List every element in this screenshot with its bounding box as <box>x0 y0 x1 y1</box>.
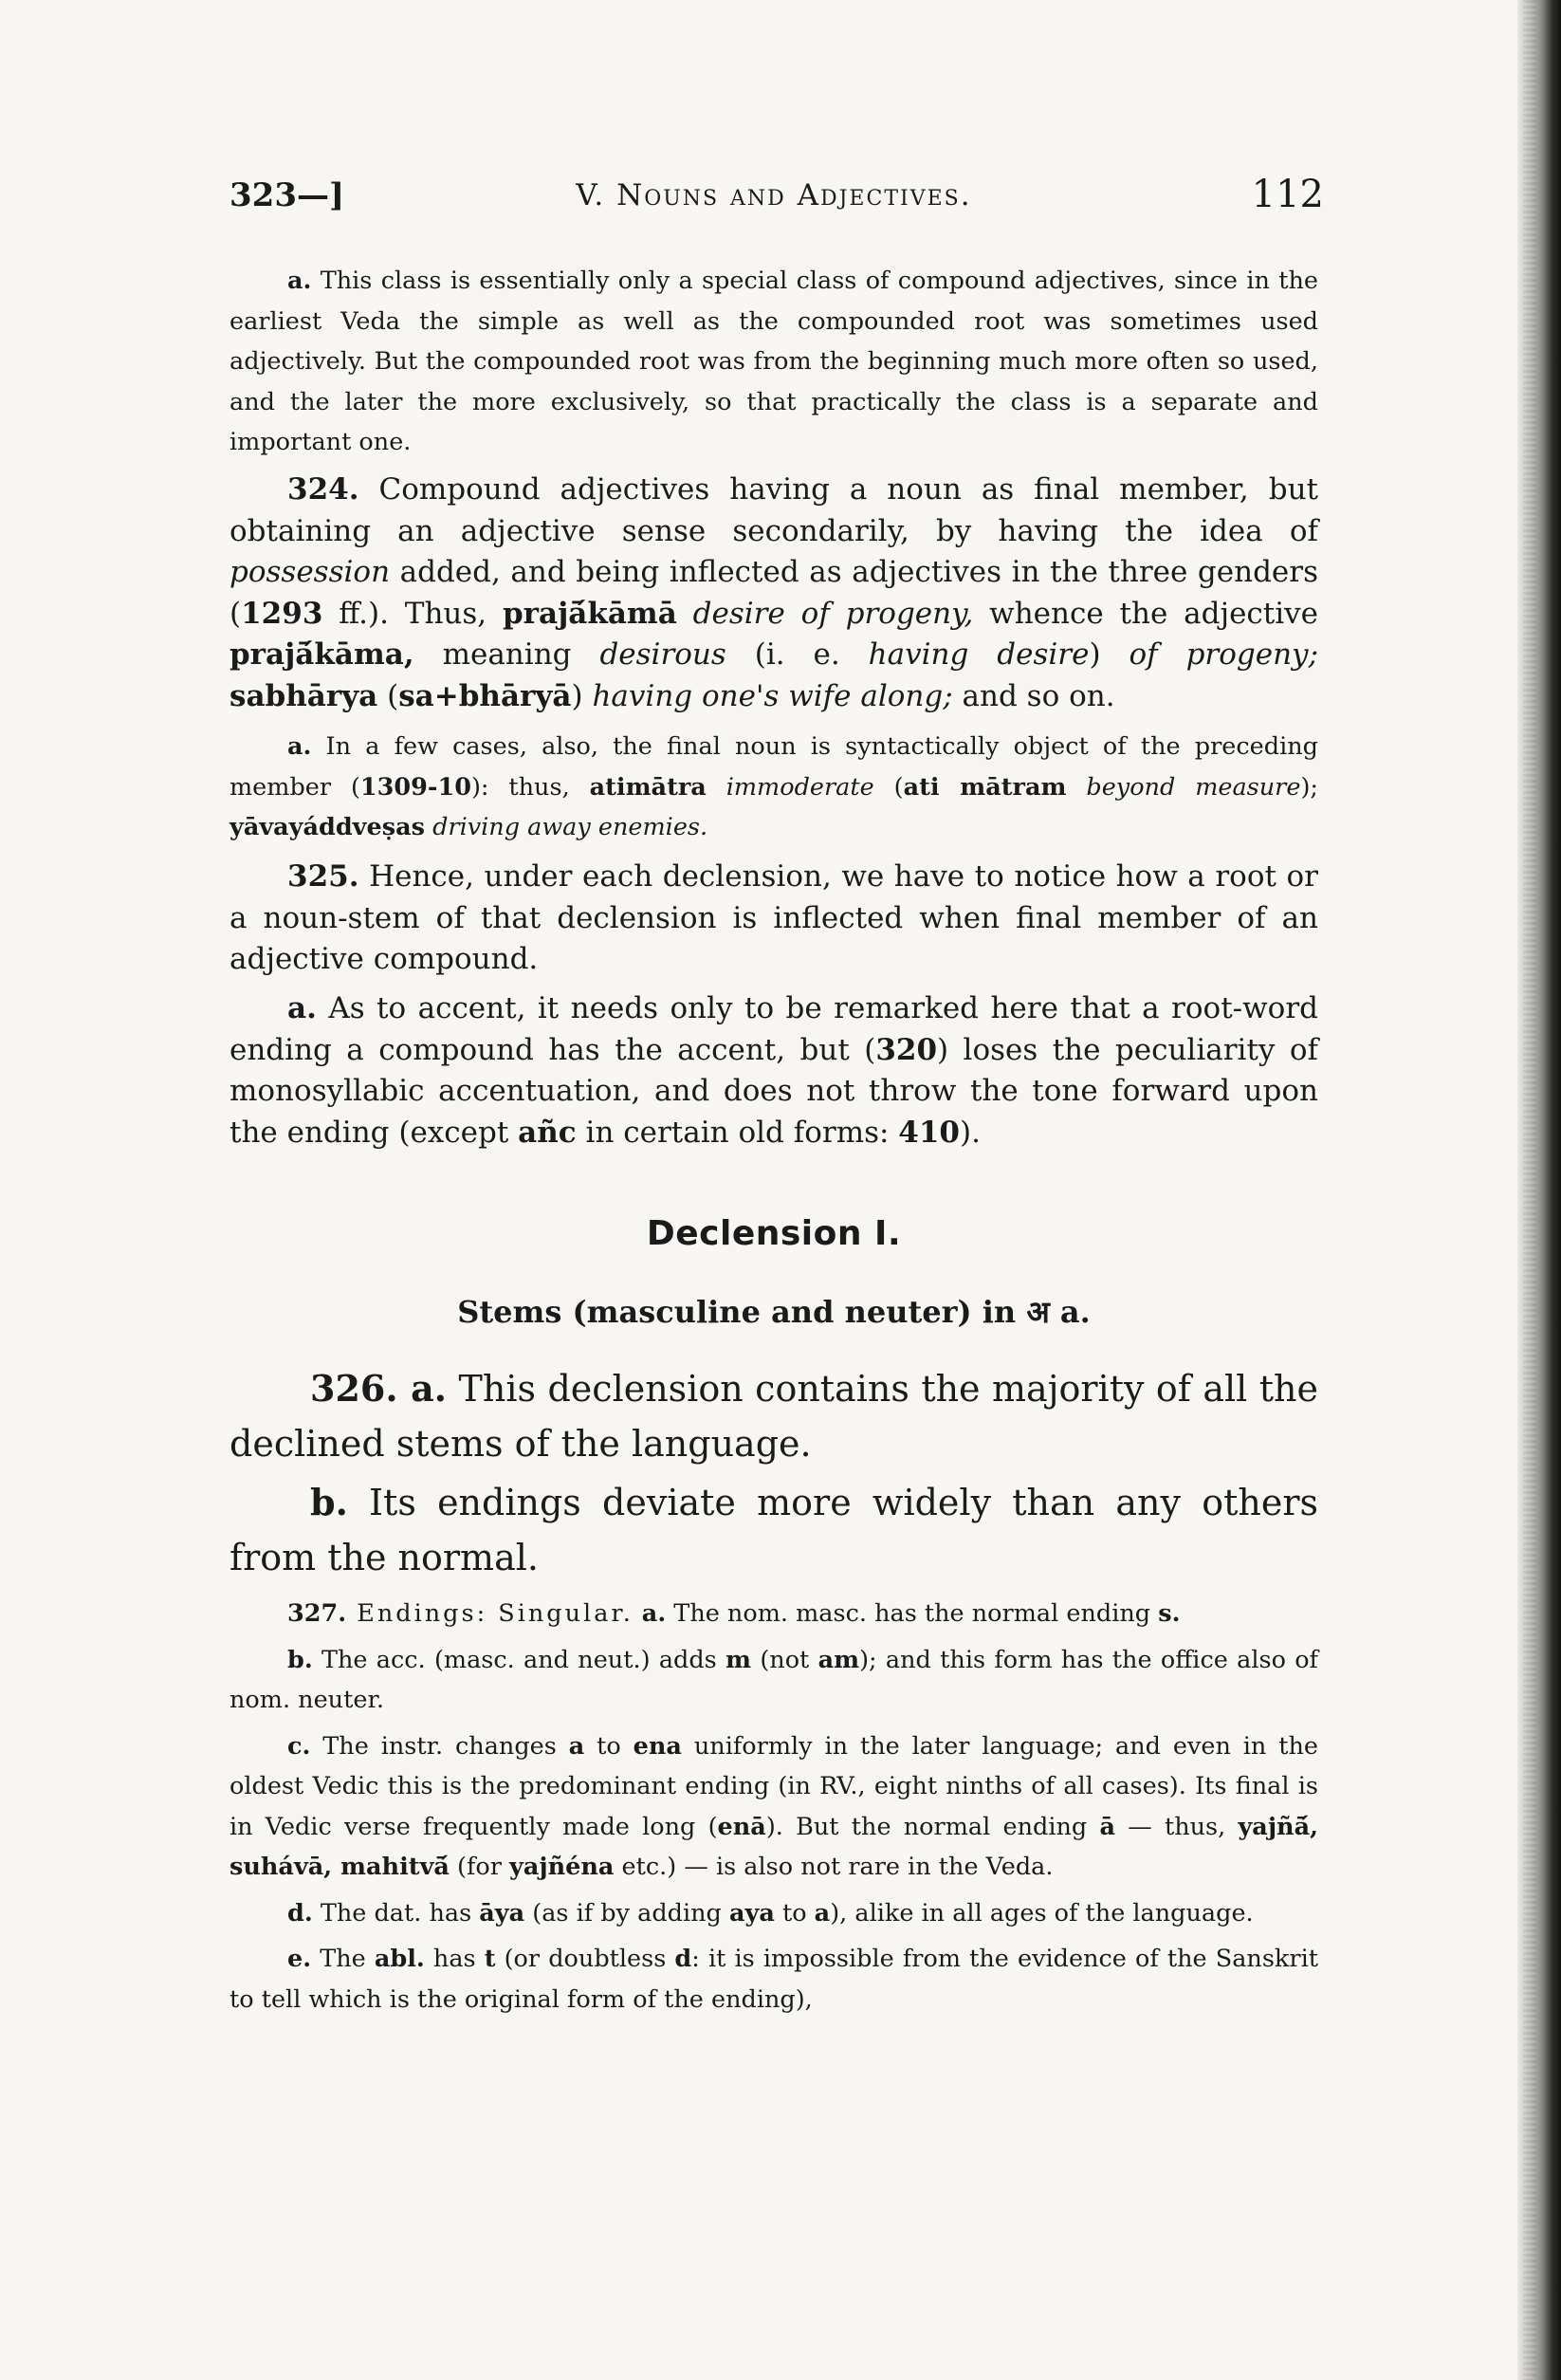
paragraph-325a: a. As to accent, it needs only to be remarked here that a root-word ending a compound has the accent, but (320) loses the peculiarity of monosyllabic accentuation, and does not throw the tone forward upon the ending (except añc in certain old forms: 410). <box>230 991 1318 1150</box>
declension-heading: Declension I. <box>646 1214 902 1253</box>
para-text: This class is essentially only a special class of compound adjectives, since in the earliest Veda the simple as well as the compounded root was sometimes used adjectively. But the compounded root was from the beginning much more often so used, and the later the more exclusively, so that practically the class is a separate and important one. <box>230 267 1318 456</box>
paragraph-327: 327. Endings: Singular. a. The nom. masc. has the normal ending s. b. The acc. (masc. and neut.) adds m (not am); and this form has the office also of nom. neuter. c. The instr. changes a to ena uniformly in the later language; and even in the oldest Vedic this is the predominant ending (in RV., eight ninths of all cases). Its final is in Vedic verse frequently made long (enā). But the normal ending ā — thus, yajñā́, suhávā, mahitvā́ (for yajñéna etc.) — is also not rare in the Veda. d. The dat. has āya (as if by adding aya to a), alike in all ages of the language. e. The abl. has t (or doubtless d: it is impossible from the evidence of the Sanskrit to tell which is the original form of the ending), <box>230 1599 1319 2014</box>
section-number: 327. <box>287 1599 347 1628</box>
para-label: a. <box>287 991 317 1025</box>
para-label: a. <box>287 732 312 761</box>
paragraph-324: 324. Compound adjectives having a noun as final member, but obtaining an adjective sense secondarily, by having the idea of possession added, and being inflected as adjectives in the three genders (1293 ff.). Thus, prajā́kāmā desire of progeny, whence the adjective prajā́kāma, meaning desirous (i. e. having desire) of progeny; sabhārya (sa+bhāryā) having one's wife along; and so on. <box>230 472 1319 713</box>
book-spine-edge <box>1517 0 1561 2380</box>
stems-heading: Stems (masculine and neuter) in अ a. <box>457 1294 1091 1330</box>
para-label: a. <box>287 267 312 295</box>
page-header <box>230 169 1324 226</box>
page-number: 112 <box>1251 173 1324 216</box>
devanagari-letter: अ <box>1026 1294 1050 1330</box>
paragraph-323a <box>230 261 1318 463</box>
paragraph-325: 325. Hence, under each declension, we have to notice how a root or a noun-stem of that declension is inflected when final member of an adjective compound. <box>230 859 1318 976</box>
paragraph-324a: a. In a few cases, also, the final noun is syntactically object of the preceding member (1309-10): thus, atimātra immoderate (ati mātram beyond measure); yāvayáddveṣas driving away enemies. <box>230 732 1319 841</box>
paragraph-326: 326. a. This declension contains the majority of all the declined stems of the language. b. Its endings deviate more widely than any others from the normal. <box>230 1367 1318 1578</box>
section-number: 324. <box>287 472 359 507</box>
section-range: 323—] <box>230 176 345 214</box>
section-number: 326. <box>310 1367 398 1410</box>
section-number: 325. <box>287 859 359 894</box>
chapter-title: V. Nouns and Adjectives. <box>576 178 972 212</box>
